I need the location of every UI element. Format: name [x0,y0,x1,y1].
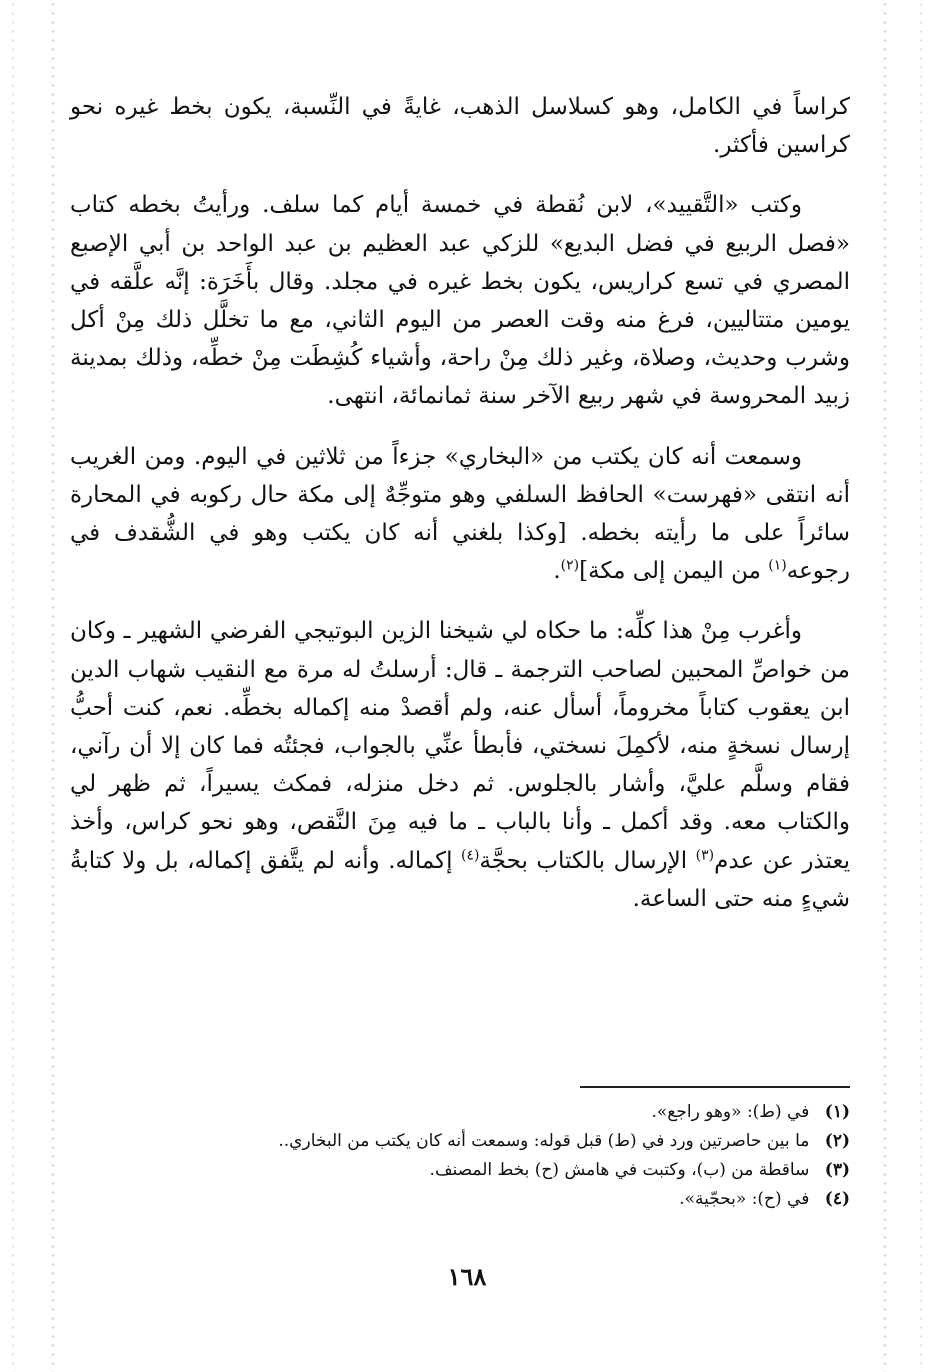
footnote-ref-1: (١) [768,557,787,574]
footnote-ref-2: (٢) [560,557,580,574]
scan-artifact-right-outer [920,0,922,1372]
page-number: ١٦٨ [447,1262,487,1291]
paragraph-1 [70,88,850,164]
footnote-4-number: (٤) [824,1189,850,1209]
paragraph-4-text: وأغرب مِنْ هذا كلِّه: ما حكاه لي شيخنا الزين البوتيجي الفرضي الشهير ـ وكان من خواصِّ المحبين لصاحب الترجمة ـ قال: أرسلتُ له مرة مع النقيب شهاب الدين ابن يعقوب كتاباً مخروماً، أسأل عنه، ولم أقصدْ منه إكماله بخطِّه. نعم، كنت أحبُّ إرسال نسخةٍ منه، لأكمِلَ نسختي، فأبطأ عنِّي بالجواب، فجئتُه فما كان إلا أن رآني، فقام وسلَّم عليَّ، وأشار بالجلوس. ثم دخل منزله، فمكث يسيراً، ثم ظهر لي والكتاب معه. وقد أكمل ـ وأنا بالباب ـ ما فيه مِنَ النَّقص، وهو نحو كراس، وأخذ يعتذر عن عدم [70,618,850,874]
paragraph-3-end: . [553,558,561,585]
footnote-2-text: ما بين حاصرتين ورد في (ط) قبل قوله: وسمعت أنه كان يكتب من البخاري.. [278,1131,810,1151]
paragraph-2-text: وكتب «التَّقييد»، لابن نُقطة في خمسة أيام كما سلف. ورأيتُ بخطه كتاب «فصل الربيع في فضل البديع» للزكي عبد العظيم بن عبد الواحد بن أبي الإصبع المصري في تسع كراريس، يكون بخط غيره في مجلد. وقال بأَخَرَة: إنَّه علَّقه في يومين متتاليين، فرغ منه وقت العصر من اليوم الثاني، مع ما تخلَّل ذلك مِنْ أكل وشرب وحديث، وصلاة، وغير ذلك مِنْ راحة، وأشياء كُشِطَت مِنْ خطِّه، وذلك بمدينة زبيد المحروسة في شهر ربيع الآخر سنة ثمانمائة، انتهى. [70,192,850,410]
paragraph-2 [70,186,850,415]
paragraph-3-text: وسمعت أنه كان يكتب من «البخاري» جزءاً من ثلاثين في اليوم. ومن الغريب أنه انتقى «فهرست» الحافظ السلفي وهو متوجِّهٌ إلى مكة حال ركوبه في المحارة سائراً على ما رأيته بخطه. [وكذا بلغني أنه كان يكتب وهو في الشُّقدف في رجوعه [70,443,850,585]
footnote-3 [120,1156,850,1185]
footnote-3-text: ساقطة من (ب)، وكتبت في هامش (ح) بخط المصنف. [429,1160,810,1180]
paragraph-3-tail: من اليمن إلى مكة] [579,558,769,585]
footnote-ref-4: (٤) [460,847,480,863]
footnote-ref-3: (٣) [695,847,715,863]
footnote-2-number: (٢) [824,1131,850,1151]
footnote-4-text: في (ح): «بحجّية». [679,1189,810,1209]
footnote-1-text: في (ط): «وهو راجع». [651,1102,810,1122]
paragraph-1-text: كراساً في الكامل، وهو كسلاسل الذهب، غايةً في النِّسبة، يكون بخط غيره نحو كراسين فأكثر. [70,94,850,159]
footnote-2 [120,1127,850,1156]
footnote-1-number: (١) [824,1102,850,1122]
main-text [70,88,850,940]
scan-artifact-left-outer [12,0,14,1372]
footnote-4 [120,1185,850,1214]
paragraph-4-mid: الإرسال بالكتاب بحجَّة [479,847,696,874]
paragraph-4-end: إكماله. وأنه لم يتَّفق إكماله، بل ولا كتابةُ شيءٍ منه حتى الساعة. [70,847,850,912]
footnote-3-number: (٣) [824,1160,850,1180]
footnote-1 [120,1098,850,1127]
footnotes [120,1098,850,1214]
paragraph-3 [70,438,850,591]
footnote-separator [580,1086,850,1088]
scan-artifact-left [52,0,54,1372]
scan-artifact-right [884,0,886,1372]
paragraph-4 [70,612,850,918]
